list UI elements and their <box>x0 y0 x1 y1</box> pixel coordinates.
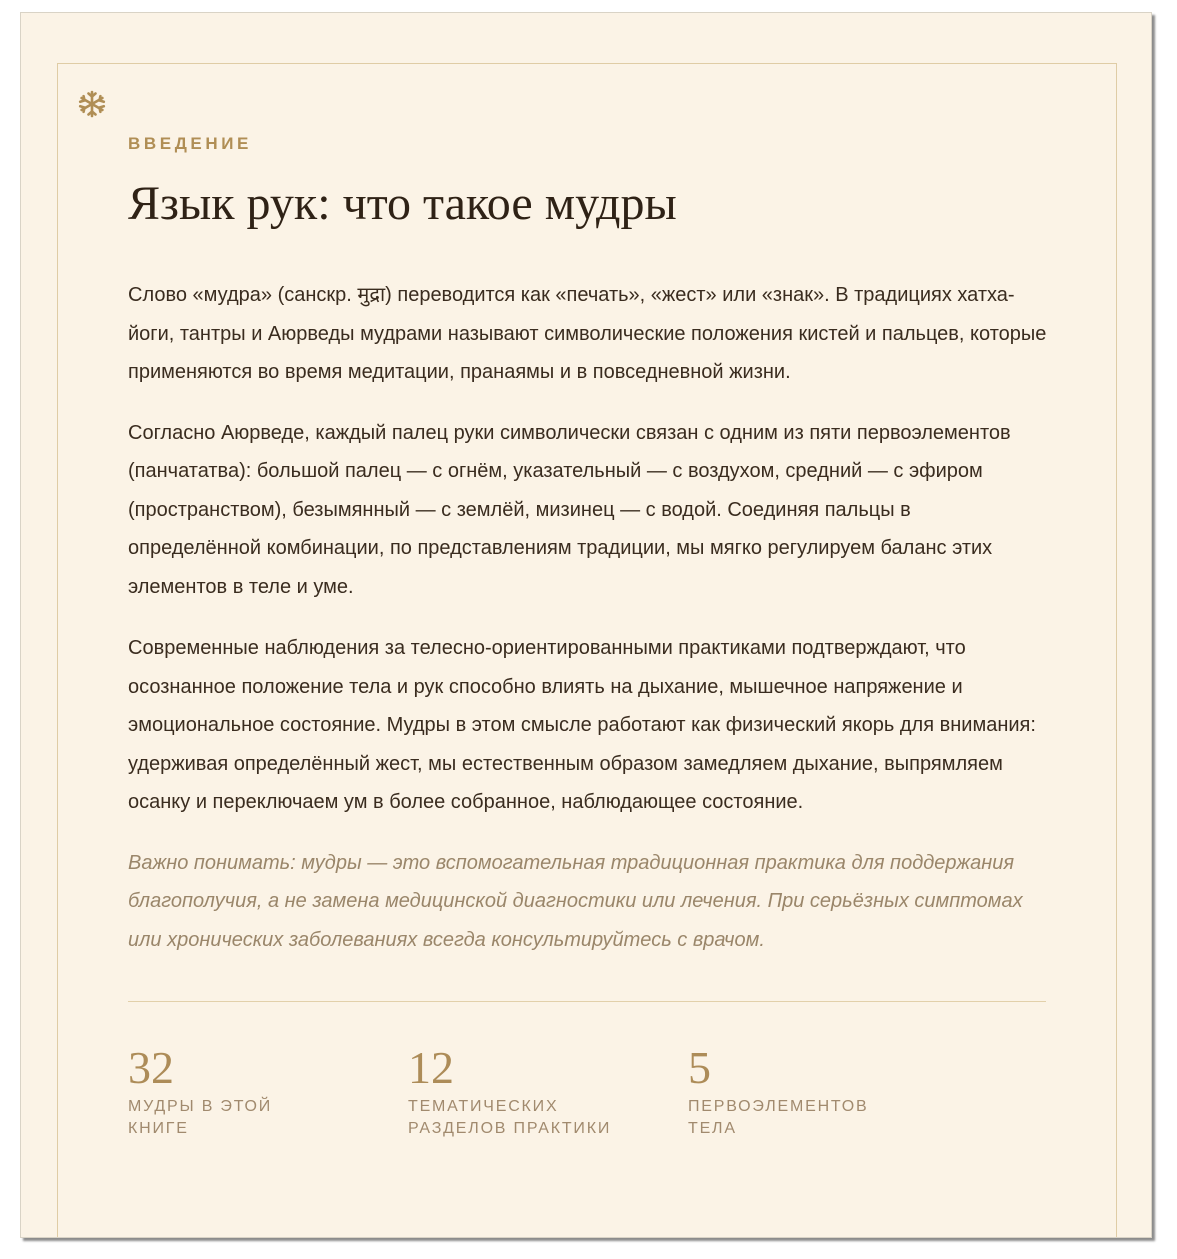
paragraph-elements: Согласно Аюрведе, каждый палец руки символически связан с одним из пяти первоэлементов (панчататва): большой палец — с огнём, указательный — с воздухом, средний — с эфиром (пространством), безымянный — с землёй, мизинец — с водой. Соединяя пальцы в определённой комбинации, по представлениям традиции, мы мягко регулируем баланс этих элементов в теле и уме. <box>128 421 1011 598</box>
intro-section <box>128 134 1048 1174</box>
stat-label-line1: ПЕРВОЭЛЕМЕНТОВ <box>688 1098 869 1115</box>
stat-label-line1: МУДРЫ В ЭТОЙ <box>128 1098 273 1115</box>
paragraph-modern-view: Современные наблюдения за телесно-ориентированными практиками подтверждают, что осознанное положение тела и рук способно влиять на дыхание, мышечное напряжение и эмоциональное состояние. Мудры в этом смысле работают как физический якорь для внимания: удерживая определённый жест, мы естественным образом замедляем дыхание, выпрямляем осанку и переключаем ум в более собранное, наблюдающее состояние. <box>128 637 1036 813</box>
stat-value: 5 <box>688 1042 711 1093</box>
stat-label-line2: РАЗДЕЛОВ ПРАКТИКИ <box>408 1120 612 1137</box>
stat-value: 32 <box>128 1042 174 1093</box>
page <box>20 12 1152 1238</box>
stat-elements-count <box>688 1044 928 1140</box>
paragraph-definition: Слово «мудра» (санскр. मुद्रा) переводится как «печать», «жест» или «знак». В традициях хатха-йоги, тантры и Аюрведы мудрами называют символические положения кистей и пальцев, которые применяются во время медитации, пранаямы и в повседневной жизни. <box>128 284 1047 383</box>
stat-mudras-count <box>128 1044 368 1140</box>
divider <box>128 1001 1046 1002</box>
page-title: Язык рук: что такое мудры <box>128 177 677 230</box>
stat-label-line2: КНИГЕ <box>128 1120 189 1137</box>
stat-sections-count <box>408 1044 648 1140</box>
section-eyebrow: ВВЕДЕНИЕ <box>128 134 252 153</box>
stat-label-line1: ТЕМАТИЧЕСКИХ <box>408 1098 559 1115</box>
disclaimer-note: Важно понимать: мудры — это вспомогательная традиционная практика для поддержания благополучия, а не замена медицинской диагностики или лечения. При серьёзных симптомах или хронических заболеваниях всегда консультируйтесь с врачом. <box>128 851 1023 951</box>
stat-label-line2: ТЕЛА <box>688 1120 737 1137</box>
stats-row <box>128 1044 1048 1174</box>
snowflake-icon <box>77 89 107 119</box>
stat-value: 12 <box>408 1042 454 1093</box>
